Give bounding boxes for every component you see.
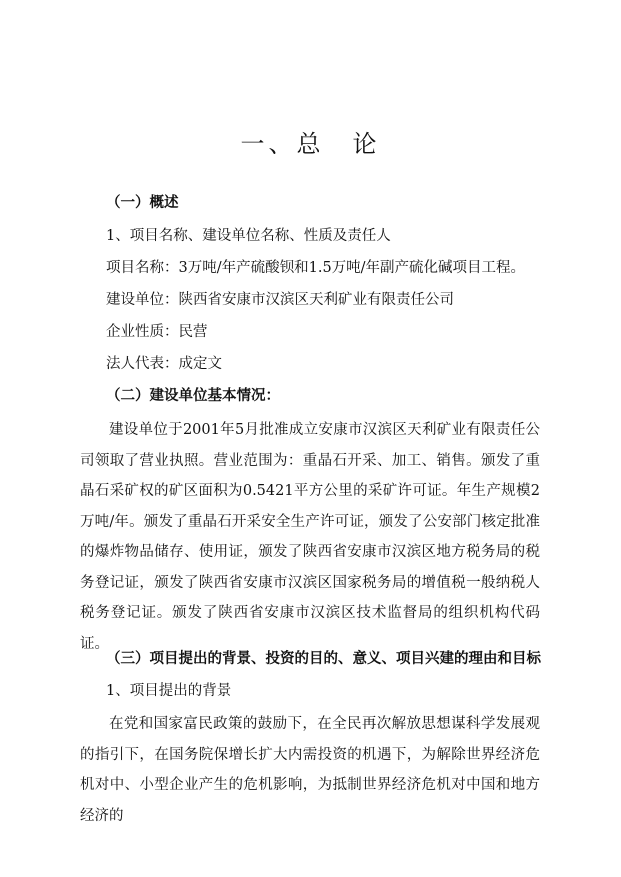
section-heading-builder-info: （二）建设单位基本情况： [106, 388, 280, 404]
background-paragraph: 在党和国家富民政策的鼓励下，在全民再次解放思想谋科学发展观的指引下，在国务院保增长扩大内需投资的机遇下，为解除世界经济危机对中、小型企业产生的危机影响，为抵制世界经济危机对中国和地方经济的 [80, 716, 540, 824]
item-heading-project-info: 1、项目名称、建设单位名称、性质及责任人 [106, 228, 391, 244]
enterprise-nature-line: 企业性质：民营 [106, 324, 208, 340]
legal-representative-line: 法人代表：成定文 [106, 356, 222, 372]
builder-line: 建设单位：陕西省安康市汉滨区天利矿业有限责任公司 [106, 292, 454, 308]
document-title: 一、总 论 [240, 130, 381, 158]
project-name-line: 项目名称：3万吨/年产硫酸钡和1.5万吨/年副产硫化碱项目工程。 [106, 260, 526, 276]
builder-info-paragraph: 建设单位于2001年5月批准成立安康市汉滨区天利矿业有限责任公司领取了营业执照。营业范围为：重晶石开采、加工、销售。颁发了重晶石采矿权的矿区面积为0.5421平方公里的采矿许可证。年生产规模2万吨/年。颁发了重晶石开采安全生产许可证，颁发了公安部门核定批准的爆炸物品储存、使用证，颁发了陕西省安康市汉滨区地方税务局的税务登记证，颁发了陕西省安康市汉滨区国家税务局的增值税一般纳税人税务登记证。颁发了陕西省安康市汉滨区技术监督局的组织机构代码证。 [80, 422, 540, 652]
item-heading-background: 1、项目提出的背景 [106, 683, 232, 699]
section-heading-background: （三）项目提出的背景、投资的目的、意义、项目兴建的理由和目标 [106, 651, 541, 667]
section-heading-overview: （一）概述 [106, 195, 179, 211]
